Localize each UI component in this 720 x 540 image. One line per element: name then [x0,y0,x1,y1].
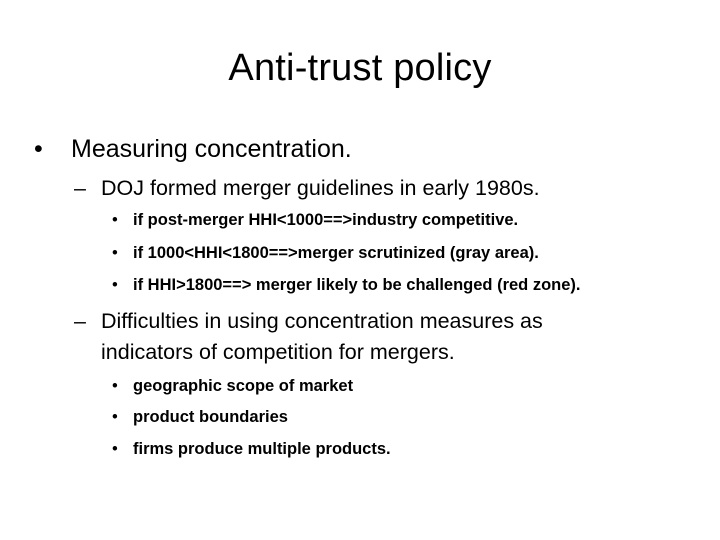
bullet-marker: • [112,276,118,294]
hhi-red-zone-item: if HHI>1800==> merger likely to be challenged (red zone). [133,276,581,294]
bullet-marker: • [112,440,118,458]
bullet-marker: • [112,244,118,262]
bullet-measuring-concentration: Measuring concentration. [71,135,352,163]
sub-bullet-difficulties-line1: Difficulties in using concentration measures as [101,309,543,333]
slide-title: Anti-trust policy [228,47,492,89]
dash-marker: – [74,176,86,200]
geographic-scope-item: geographic scope of market [133,377,354,395]
hhi-competitive-item: if post-merger HHI<1000==>industry competitive. [133,211,519,229]
product-boundaries-item: product boundaries [133,408,288,426]
bullet-marker: • [112,408,118,426]
bullet-marker: • [34,135,43,163]
bullet-marker: • [112,211,118,229]
multiple-products-item: firms produce multiple products. [133,440,391,458]
sub-bullet-difficulties-line2: indicators of competition for mergers. [101,340,455,364]
sub-bullet-doj-guidelines: DOJ formed merger guidelines in early 1980s. [101,176,540,200]
dash-marker: – [74,309,86,333]
hhi-gray-area-item: if 1000<HHI<1800==>merger scrutinized (gray area). [133,244,539,262]
bullet-marker: • [112,377,118,395]
